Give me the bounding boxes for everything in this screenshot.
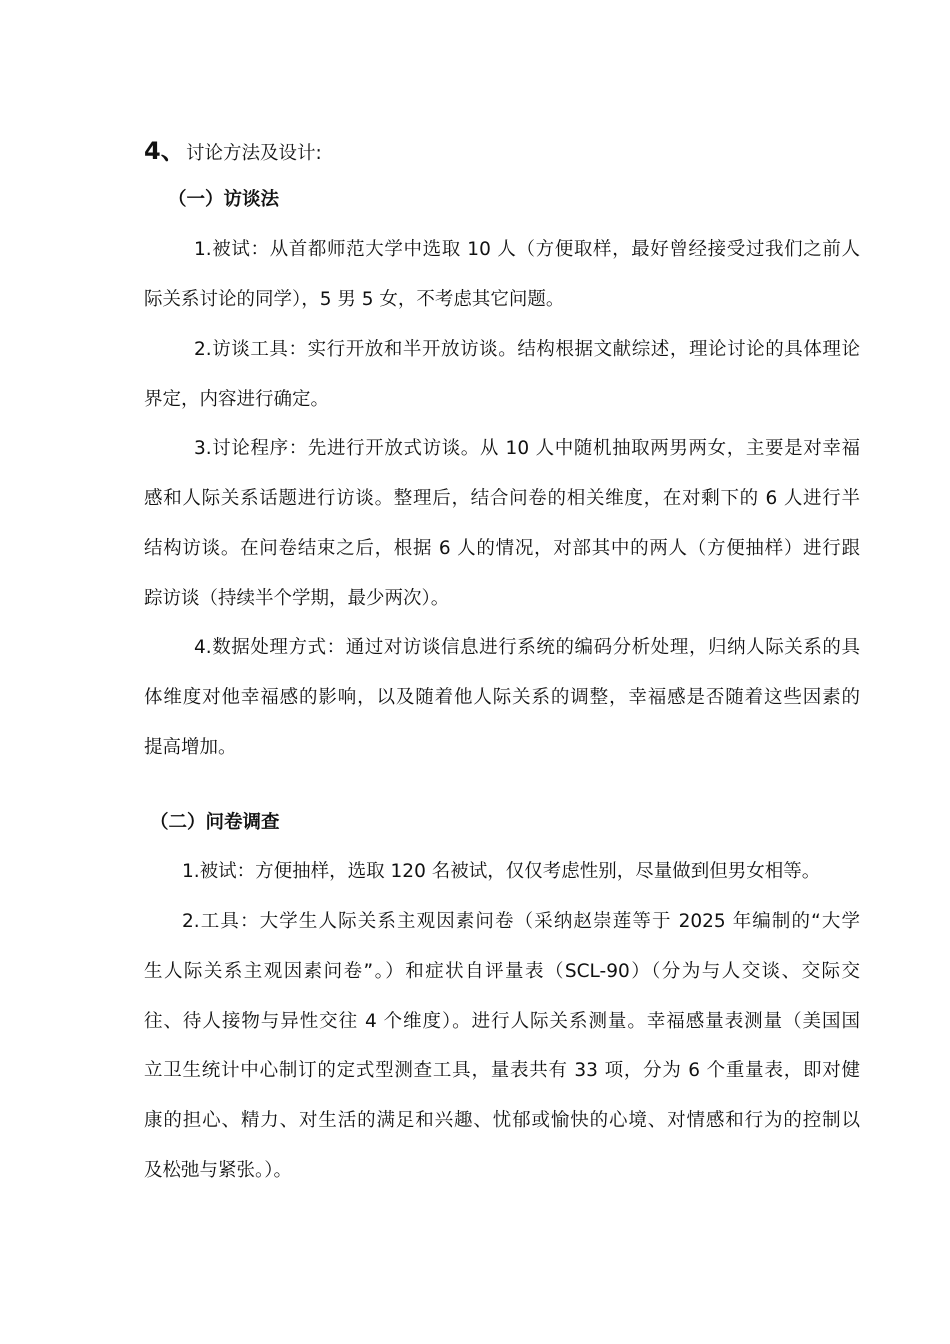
subsection-heading-questionnaire: （二）问卷调查 [150,812,280,833]
section-number: 4、 [144,137,185,165]
paragraph-line: 4.数据处理方式：通过对访谈信息进行系统的编码分析处理，归纳人际关系的具 [194,637,860,658]
paragraph-line: 3.讨论程序：先进行开放式访谈。从 10 人中随机抽取两男两女，主要是对幸福 [194,438,860,459]
paragraph-line: 2.访谈工具：实行开放和半开放访谈。结构根据文献综述，理论讨论的具体理论 [194,339,860,360]
paragraph-line: 往、待人接物与异性交往 4 个维度）。进行人际关系测量。幸福感量表测量（美国国 [144,1011,860,1032]
subsection-heading-interview: （一）访谈法 [168,189,280,210]
paragraph-line: 1.被试：从首都师范大学中选取 10 人（方便取样，最好曾经接受过我们之前人 [194,239,860,260]
paragraph-line: 感和人际关系话题进行访谈。整理后，结合问卷的相关维度，在对剩下的 6 人进行半 [144,488,860,509]
paragraph-line: 1.被试：方便抽样，选取 120 名被试，仅仅考虑性别，尽量做到但男女相等。 [182,861,821,882]
paragraph-line: 踪访谈（持续半个学期，最少两次）。 [144,588,450,609]
paragraph-line: 提高增加。 [144,737,237,758]
paragraph-line: 康的担心、精力、对生活的满足和兴趣、忧郁或愉快的心境、对情感和行为的控制以 [144,1110,860,1131]
paragraph-line: 2.工具：大学生人际关系主观因素问卷（采纳赵崇莲等于 2025 年编制的“大学 [182,911,860,932]
paragraph-line: 生人际关系主观因素问卷”。）和症状自评量表（SCL-90）（分为与人交谈、交际交 [144,961,860,982]
paragraph-line: 及松弛与紧张。）。 [144,1160,293,1181]
paragraph-line: 体维度对他幸福感的影响，以及随着他人际关系的调整，幸福感是否随着这些因素的 [144,687,860,708]
paragraph-line: 际关系讨论的同学），5 男 5 女，不考虑其它问题。 [144,289,565,310]
section-title: 讨论方法及设计: [186,143,322,164]
paragraph-line: 立卫生统计中心制订的定式型测查工具，量表共有 33 项，分为 6 个重量表，即对健 [144,1060,860,1081]
paragraph-line: 结构访谈。在问卷结束之后，根据 6 人的情况，对部其中的两人（方便抽样）进行跟 [144,538,860,559]
paragraph-line: 界定，内容进行确定。 [144,389,330,410]
